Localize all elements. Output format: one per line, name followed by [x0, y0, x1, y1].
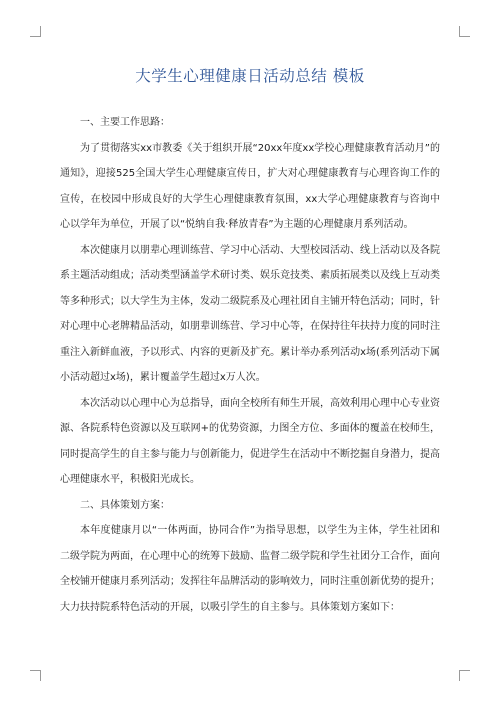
paragraph-4: 本年度健康月以“一体两面，协同合作”为指导思想，以学生为主体，学生社团和二级学院为两面，在心理中心的统筹下鼓励、监督二级学院和学生社团分工合作，面向全校铺开健康月系列活动；发挥往年品牌活动的影响效力，同时注重创新优势的提升；大力扶持院系特色活动的开展，以吸引学生的自主参与。具体策划方案如下：	[60, 525, 440, 613]
section-heading-1: 一、主要工作思路：	[80, 117, 170, 128]
paragraph-3: 本次活动以心理中心为总指导，面向全校所有师生开展，高效利用心理中心专业资源、各院系特色资源以及互联网+的优势资源，力图全方位、多面体的覆盖在校师生，同时提高学生的自主参与能力与创新能力，促进学生在活动中不断挖掘自身潜力，提高心理健康水平，积极阳光成长。	[60, 397, 440, 485]
crop-mark-bottom-right	[459, 670, 470, 681]
document-body	[60, 110, 440, 620]
section-heading-2: 二、具体策划方案：	[80, 499, 170, 511]
crop-mark-top-right	[459, 26, 470, 37]
paragraph-1: 为了贯彻落实xx市教委《关于组织开展“20xx年度xx学校心理健康教育活动月”的通知》，迎接525全国大学生心理健康宣传日，扩大对心理健康教育与心理咨询工作的宣传，在校园中形成良好的大学生心理健康教育氛围，xx大学心理健康教育与咨询中心以学年为单位，开展了以“悦纳自我·释放青春”为主题的心理健康月系列活动。	[60, 142, 440, 230]
crop-mark-bottom-left	[30, 670, 41, 681]
paragraph-2: 本次健康月以朋辈心理训练营、学习中心活动、大型校园活动、线上活动以及各院系主题活动组成；活动类型涵盖学术研讨类、娱乐竞技类、素质拓展类以及线上互动类等多种形式；以大学生为主体，发动二级院系及心理社团自主铺开特色活动；同时，针对心理中心老牌精品活动，如朋辈训练营、学习中心等，在保持往年扶持力度的同时注重注入新鲜血液，予以形式、内容的更新及扩充。累计举办系列活动x场(系列活动下属小活动超过x场)，累计覆盖学生超过x万人次。	[60, 244, 440, 383]
document-title: 大学生心理健康日活动总结 模板	[135, 67, 365, 85]
crop-mark-top-left	[30, 26, 41, 37]
